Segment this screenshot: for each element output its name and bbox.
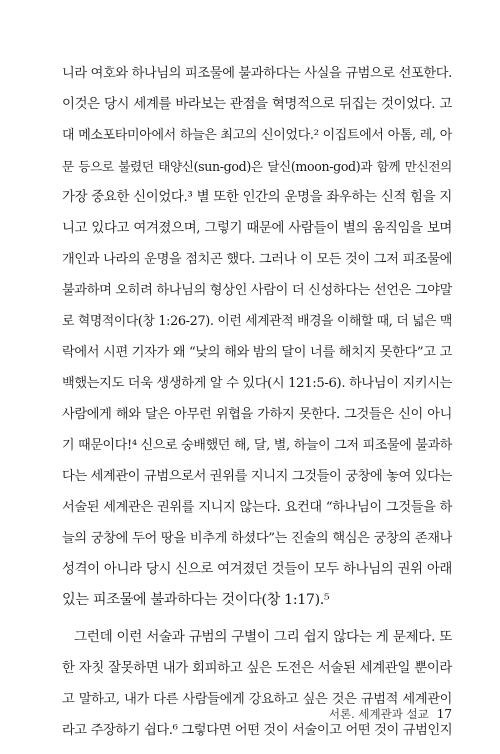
text-line: 대 메소포타미아에서 하늘은 최고의 신이었다.² 이집트에서 아톰, 레, 아 <box>62 128 452 143</box>
text-line: 사람에게 해와 달은 아무런 위협을 가하지 못한다. 그것들은 신이 아니 <box>62 407 452 422</box>
text-line: 그런데 이런 서술과 규범의 구별이 그리 쉽지 않다는 게 문제다. 또 <box>74 629 452 645</box>
paragraph-2 <box>62 622 452 746</box>
text-line: 백했는지도 더욱 생생하게 알 수 있다(시 121:5-6). 하나님이 지키시는 <box>62 376 452 391</box>
text-line: 이것은 당시 세계를 바라보는 관점을 혁명적으로 뒤집는 것이었다. 고 <box>62 97 452 112</box>
page-number: 17 <box>436 707 452 721</box>
body-text <box>62 58 452 746</box>
page-footer <box>329 706 452 722</box>
text-line: 로 혁명적이다(창 1:26-27). 이런 세계관적 배경을 이해할 때, 더 넓은 맥 <box>62 314 452 329</box>
text-line: 한 자칫 잘못하면 내가 회피하고 싶은 도전은 서술된 세계관일 뿐이라 <box>62 661 452 676</box>
text-line: 성격이 아니라 당시 신으로 여겨졌던 것들이 모두 하나님의 권위 아래 <box>62 562 452 577</box>
text-line: 기 때문이다!⁴ 신으로 숭배했던 해, 달, 별, 하늘이 그저 피조물에 불과하 <box>62 438 452 453</box>
text-line: 개인과 나라의 운명을 점치곤 했다. 그러나 이 모든 것이 그저 피조물에 <box>62 252 452 267</box>
text-line: 있는 피조물에 불과하다는 것이다(창 1:17).⁵ <box>62 592 330 608</box>
running-title: 서론. 세계관과 설교 <box>328 707 429 721</box>
text-line: 서술된 세계관은 권위를 지니지 않는다. 요컨대 “하나님이 그것들을 하 <box>62 500 452 515</box>
text-line: 불과하며 오히려 하나님의 형상인 사람이 더 신성하다는 선언은 그야말 <box>62 283 453 298</box>
text-line: 고 말하고, 내가 다른 사람들에게 강요하고 싶은 것은 규범적 세계관이 <box>62 692 452 707</box>
text-line: 라고 주장하기 쉽다.⁶ 그렇다면 어떤 것이 서술이고 어떤 것이 규범인지 <box>62 723 453 738</box>
text-line: 다는 세계관이 규범으로서 권위를 지니지 그것들이 궁창에 놓여 있다는 <box>62 469 453 484</box>
text-line: 문 등으로 불렸던 태양신(sun-god)은 달신(moon-god)과 함께 만신전의 <box>62 159 452 174</box>
paragraph-1 <box>62 58 452 616</box>
text-line: 늘의 궁창에 두어 땅을 비추게 하셨다”는 진술의 핵심은 궁창의 존재나 <box>62 531 452 546</box>
text-line: 락에서 시편 기자가 왜 “낮의 해와 밤의 달이 너를 해치지 못한다”고 고 <box>62 345 452 360</box>
text-line: 가장 중요한 신이었다.³ 별 또한 인간의 운명을 좌우하는 신적 힘을 지 <box>62 190 452 205</box>
text-line: 니라 여호와 하나님의 피조물에 불과하다는 사실을 규범으로 선포한다. <box>62 66 453 81</box>
text-line: 니고 있다고 여겨졌으며, 그렇기 때문에 사람들이 별의 움직임을 보며 <box>62 221 452 236</box>
